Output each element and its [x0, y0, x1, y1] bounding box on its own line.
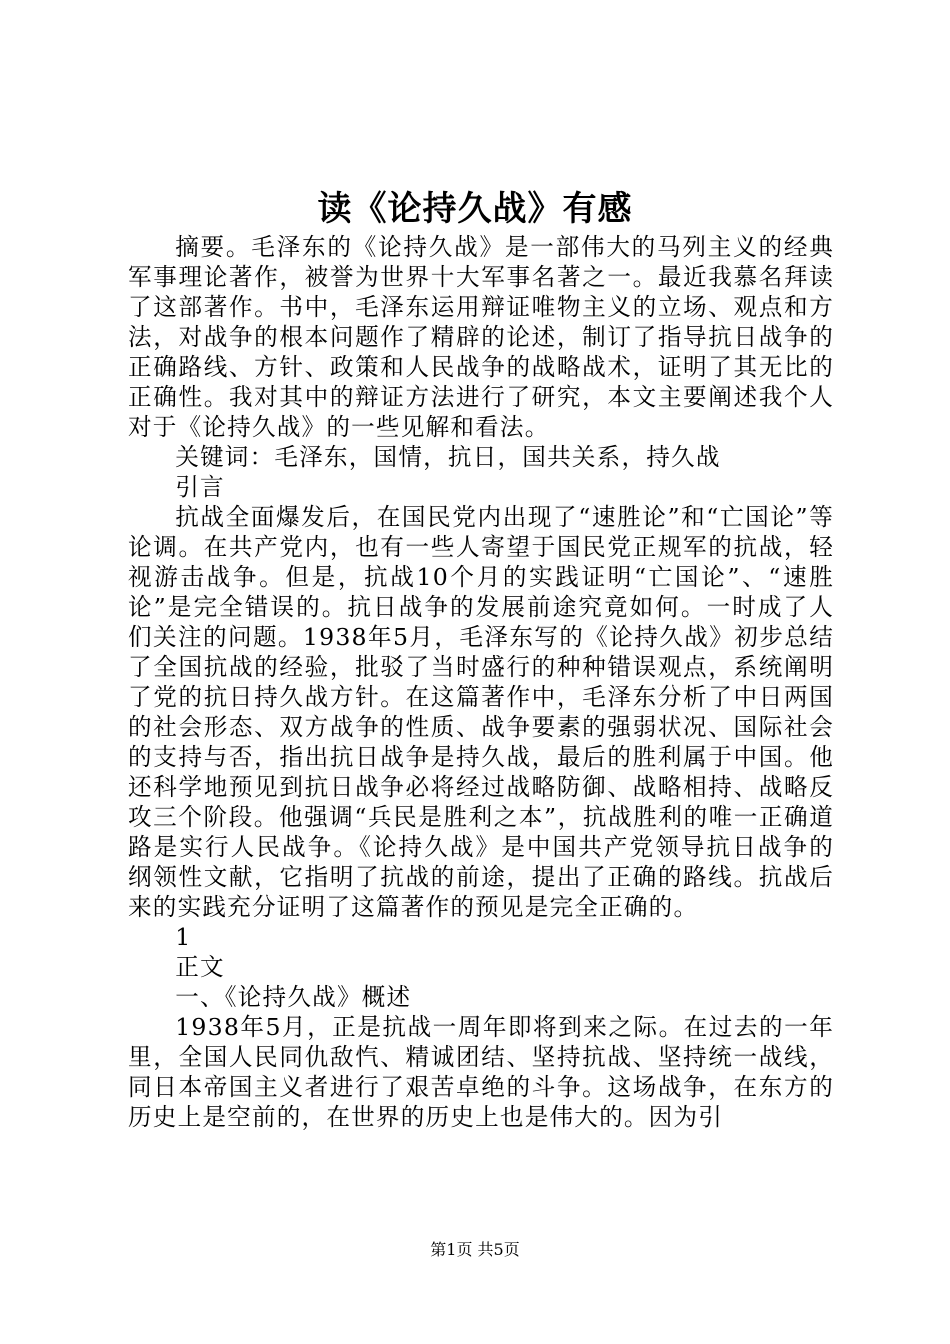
abstract-paragraph: 摘要。毛泽东的《论持久战》是一部伟大的马列主义的经典军事理论著作，被誉为世界十大军事名著之一。最近我慕名拜读了这部著作。书中，毛泽东运用辩证唯物主义的立场、观点和方法，对战争的根本问题作了精辟的论述，制订了指导抗日战争的正确路线、方针、政策和人民战争的战略战术，证明了其无比的正确性。我对其中的辩证方法进行了研究，本文主要阐述我个人对于《论持久战》的一些见解和看法。	[128, 233, 834, 441]
document-body	[128, 232, 834, 1132]
introduction-paragraph: 抗战全面爆发后，在国民党内出现了“速胜论”和“亡国论”等论调。在共产党内，也有一些人寄望于国民党正规军的抗战，轻视游击战争。但是，抗战10个月的实践证明“亡国论”、“速胜论”是完全错误的。抗日战争的发展前途究竟如何。一时成了人们关注的问题。1938年5月，毛泽东写的《论持久战》初步总结了全国抗战的经验，批驳了当时盛行的种种错误观点，系统阐明了党的抗日持久战方针。在这篇著作中，毛泽东分析了中日两国的社会形态、双方战争的性质、战争要素的强弱状况、国际社会的支持与否，指出抗日战争是持久战，最后的胜利属于中国。他还科学地预见到抗日战争必将经过战略防御、战略相持、战略反攻三个阶段。他强调“兵民是胜利之本”，抗战胜利的唯一正确道路是实行人民战争。《论持久战》是中国共产党领导抗日战争的纲领性文献，它指明了抗战的前途，提出了正确的路线。抗战后来的实践充分证明了这篇著作的预见是完全正确的。	[128, 503, 834, 921]
footnote-marker: 1	[175, 923, 192, 951]
overview-paragraph: 1938年5月，正是抗战一周年即将到来之际。在过去的一年里，全国人民同仇敌忾、精诚团结、坚持抗战、坚持统一战线，同日本帝国主义者进行了艰苦卓绝的斗争。这场战争，在东方的历史上是空前的，在世界的历史上也是伟大的。因为引	[128, 1013, 834, 1131]
keywords-paragraph: 关键词：毛泽东，国情，抗日，国共关系，持久战	[175, 443, 721, 471]
section-heading-introduction: 引言	[175, 473, 225, 501]
subsection-heading-overview: 一、《论持久战》概述	[175, 983, 412, 1011]
section-heading-main-text: 正文	[175, 953, 225, 981]
document-title: 读《论持久战》有感	[317, 189, 633, 229]
page-number-footer: 第1页 共5页	[430, 1240, 520, 1259]
